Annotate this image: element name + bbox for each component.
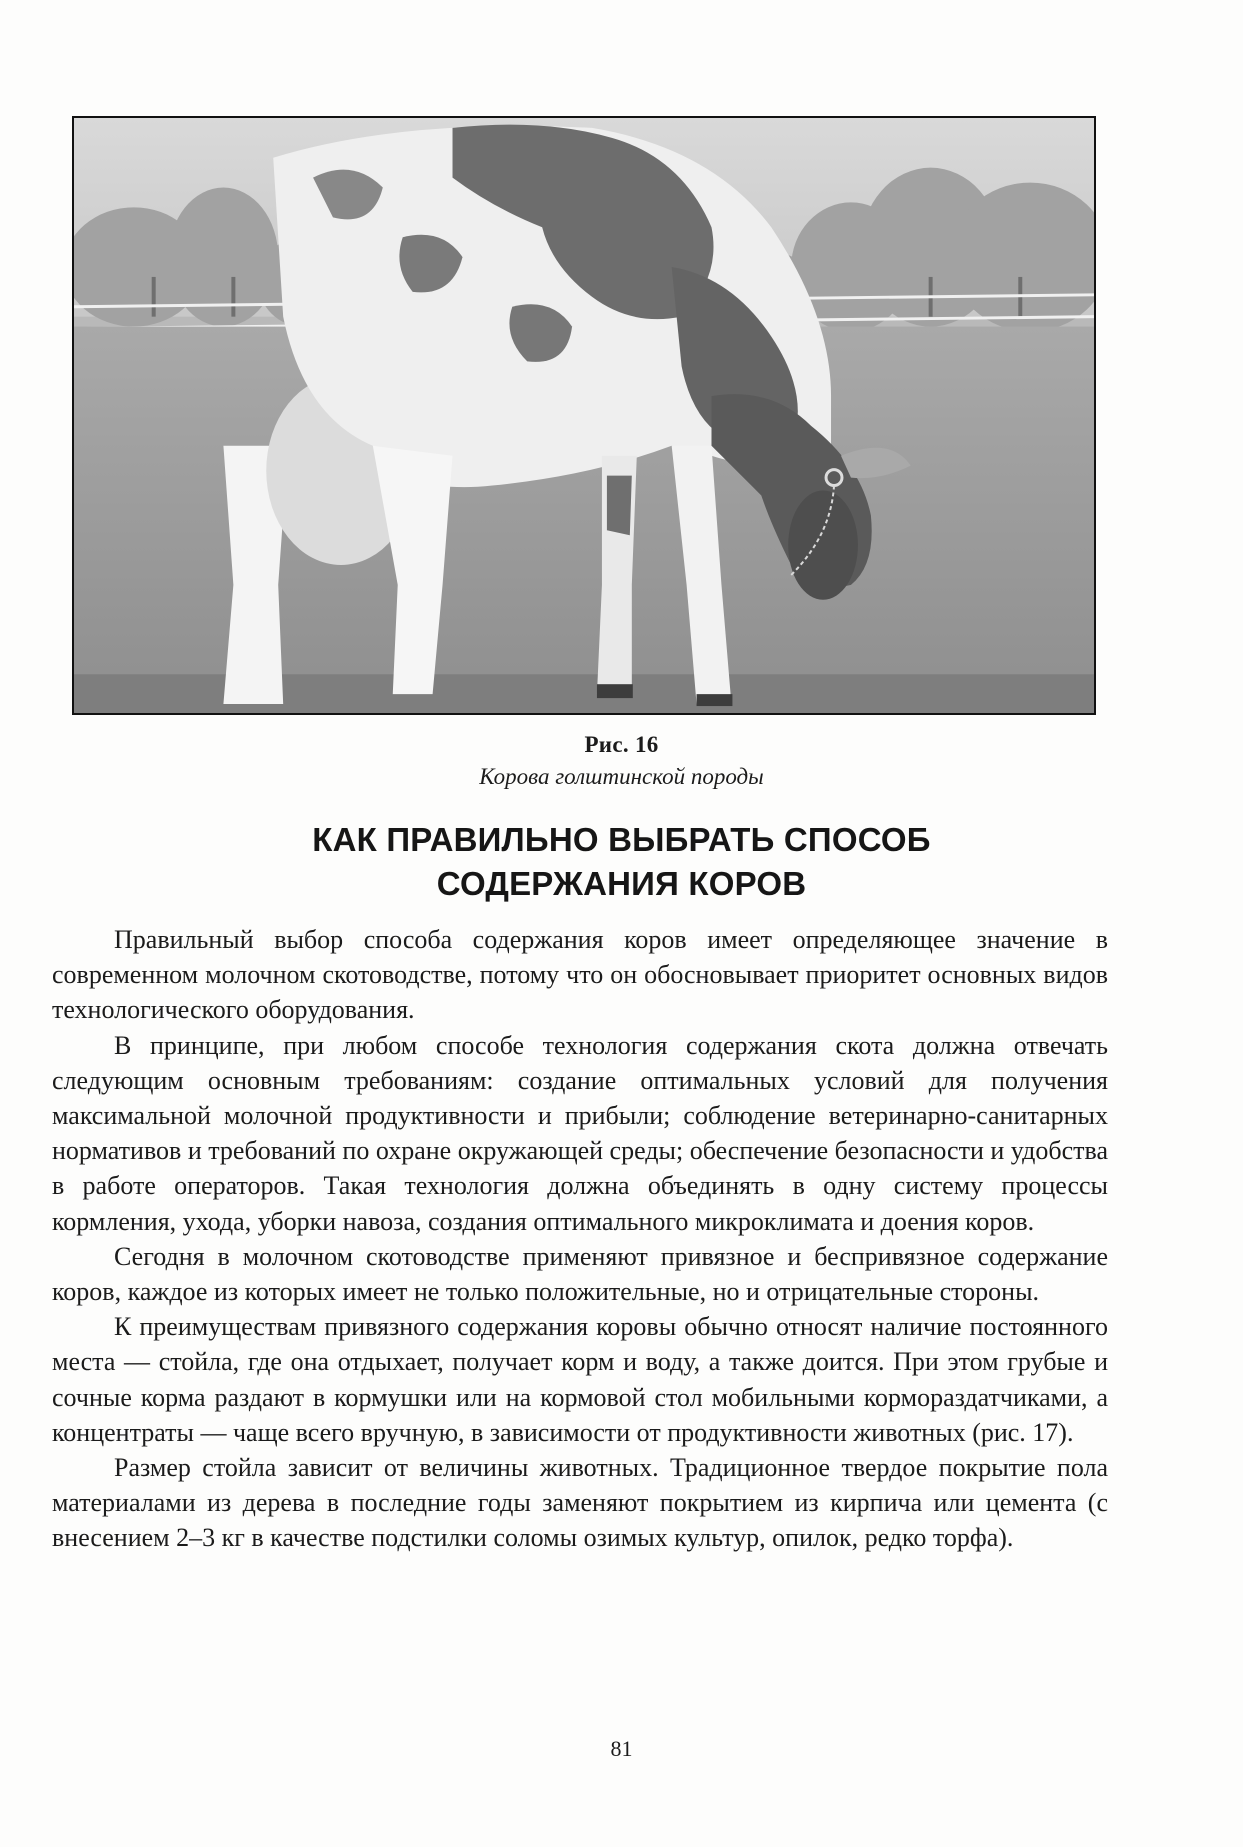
- section-heading-line-1: КАК ПРАВИЛЬНО ВЫБРАТЬ СПОСОБ: [312, 821, 931, 858]
- figure-number: Рис. 16: [584, 732, 659, 757]
- body-text: [52, 922, 1108, 1556]
- cow-photo-image: [74, 118, 1094, 713]
- section-heading-line-2: СОДЕРЖАНИЯ КОРОВ: [436, 865, 807, 902]
- paragraph: Правильный выбор способа содержания коров имеет определяющее значение в современном молочном скотоводстве, потому что он обосновывает приоритет основных видов технологического оборудования.: [52, 925, 1108, 1025]
- figure-photo: [72, 116, 1096, 715]
- figure-caption: Корова голштинской породы: [479, 764, 764, 789]
- paragraph: К преимуществам привязного содержания коровы обычно относят наличие постоянного места — стойла, где она отдыхает, получает корм и воду, а также доится. При этом грубые и сочные корма раздают в кормушки или на кормовой стол мобильными кормораздатчиками, а концентраты — чаще всего вручную, в зависимости от продуктивности животных (рис. 17).: [52, 1312, 1108, 1447]
- paragraph: В принципе, при любом способе технология содержания скота должна отвечать следующим основным требованиям: создание оптимальных условий для получения максимальной молочной продуктивности и прибыли; соблюдение ветеринарно-санитарных нормативов и требований по охране окружающей среды; обеспечение безопасности и удобства в работе операторов. Такая технология должна объединять в одну систему процессы кормления, ухода, уборки навоза, создания оптимального микроклимата и доения коров.: [52, 1030, 1108, 1236]
- paragraph: Размер стойла зависит от величины животных. Традиционное твердое покрытие пола материалами из дерева в последние годы заменяют покрытием из кирпича или цемента (с внесением 2–3 кг в качестве подстилки соломы озимых культур, опилок, редко торфа).: [52, 1453, 1108, 1553]
- section-heading: [0, 818, 1243, 906]
- page-number: 81: [610, 1736, 633, 1761]
- paragraph: Сегодня в молочном скотоводстве применяют привязное и беспривязное содержание коров, каждое из которых имеет не только положительные, но и отрицательные стороны.: [52, 1241, 1108, 1307]
